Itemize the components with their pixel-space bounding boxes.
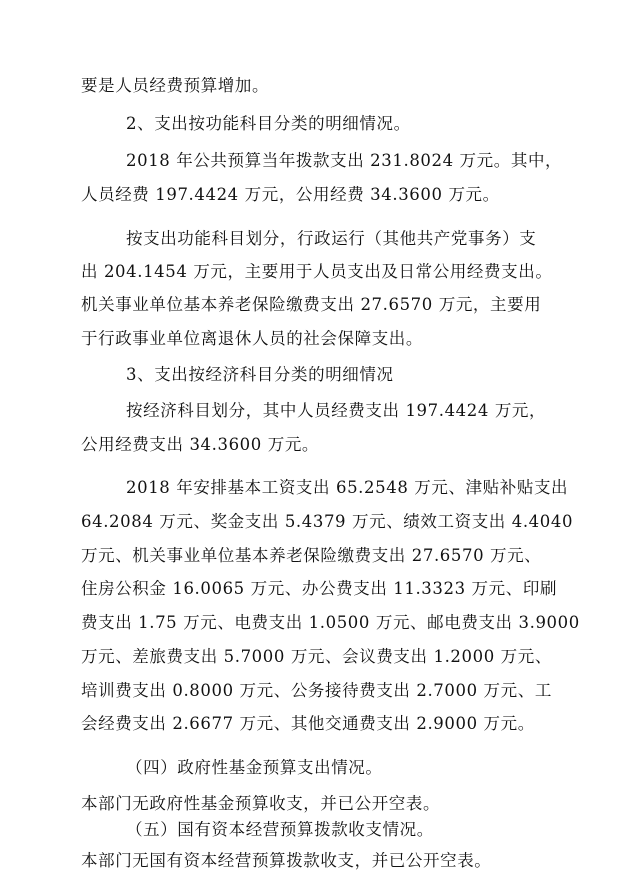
- text-line: 机关事业单位基本养老保险缴费支出 27.6570 万元，主要用: [81, 295, 542, 314]
- text-line: 按经济科目划分，其中人员经费支出 197.4424 万元，: [126, 401, 547, 420]
- section-heading: （四）政府性基金预算支出情况。: [126, 758, 383, 777]
- text-line: 要是人员经费预算增加。: [81, 76, 270, 95]
- text-line: 本部门无国有资本经营预算拨款收支，并已公开空表。: [81, 851, 492, 870]
- text-line: 培训费支出 0.8000 万元、公务接待费支出 2.7000 万元、工: [81, 681, 552, 700]
- text-line: 按支出功能科目划分，行政运行（其他共产党事务）支: [126, 229, 537, 248]
- text-line: 住房公积金 16.0065 万元、办公费支出 11.3323 万元、印刷: [81, 579, 558, 598]
- text-line: 费支出 1.75 万元、电费支出 1.0500 万元、邮电费支出 3.9000: [81, 613, 580, 632]
- text-line: 2018 年公共预算当年拨款支出 231.8024 万元。其中，: [126, 151, 563, 170]
- text-line: 出 204.1454 万元，主要用于人员支出及日常公用经费支出。: [81, 262, 553, 281]
- text-line: 于行政事业单位离退休人员的社会保障支出。: [81, 329, 423, 348]
- section-heading: （五）国有资本经营预算拨款收支情况。: [126, 820, 434, 839]
- text-line: 公用经费支出 34.3600 万元。: [81, 435, 320, 454]
- text-line: 人员经费 197.4424 万元，公用经费 34.3600 万元。: [81, 185, 500, 204]
- text-line: 万元、机关事业单位基本养老保险缴费支出 27.6570 万元、: [81, 546, 542, 565]
- text-line: 64.2084 万元、奖金支出 5.4379 万元、绩效工资支出 4.4040: [81, 512, 574, 531]
- text-line: 本部门无政府性基金预算收支，并已公开空表。: [81, 794, 441, 813]
- text-line: 2、支出按功能科目分类的明细情况。: [126, 114, 411, 133]
- text-line: 2018 年安排基本工资支出 65.2548 万元、津贴补贴支出: [126, 478, 569, 497]
- text-line: 万元、差旅费支出 5.7000 万元、会议费支出 1.2000 万元、: [81, 647, 552, 666]
- text-line: 3、支出按经济科目分类的明细情况: [126, 365, 394, 384]
- text-line: 会经费支出 2.6677 万元、其他交通费支出 2.9000 万元。: [81, 714, 535, 733]
